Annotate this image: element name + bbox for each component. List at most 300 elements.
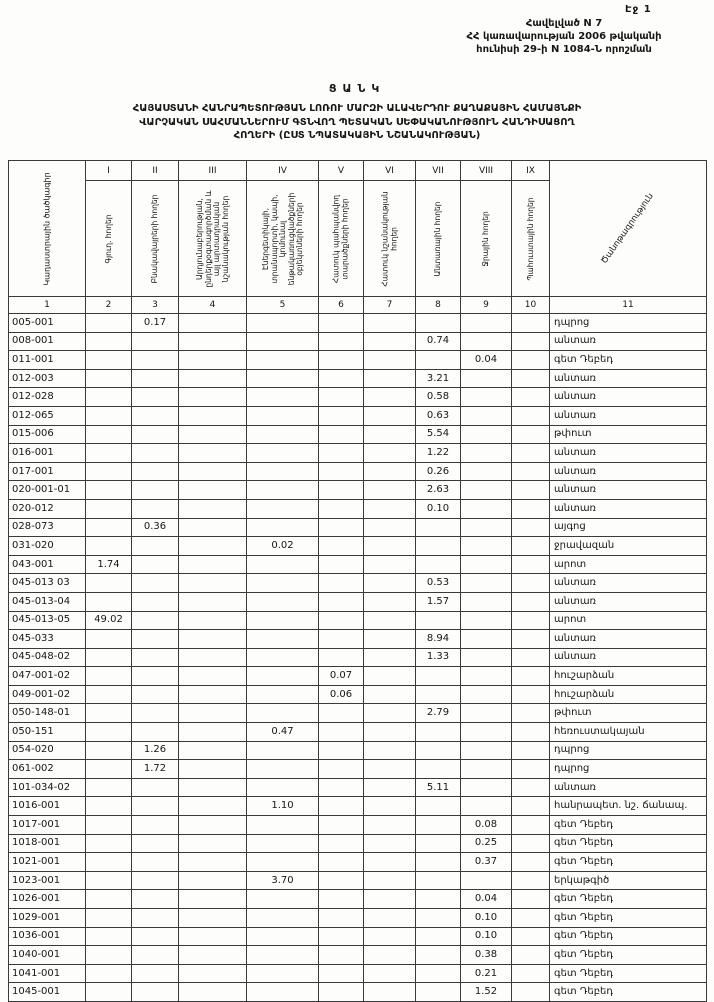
value-cell: 1.57 bbox=[416, 592, 461, 611]
value-cell bbox=[86, 964, 132, 983]
value-cell bbox=[364, 518, 416, 537]
value-cell bbox=[364, 704, 416, 723]
value-cell bbox=[179, 518, 247, 537]
value-cell bbox=[319, 648, 364, 667]
value-cell: 1.22 bbox=[416, 444, 461, 463]
cadastral-code-cell: 1026-001 bbox=[9, 890, 86, 909]
cadastral-code-cell: 050-151 bbox=[9, 723, 86, 742]
cadastral-code-cell: 050-148-01 bbox=[9, 704, 86, 723]
value-cell bbox=[512, 890, 550, 909]
value-cell bbox=[132, 778, 179, 797]
value-cell bbox=[461, 444, 512, 463]
cadastral-code-cell: 020-001-01 bbox=[9, 481, 86, 500]
appendix-block bbox=[420, 17, 708, 56]
value-cell bbox=[86, 369, 132, 388]
value-cell bbox=[132, 425, 179, 444]
value-cell bbox=[86, 592, 132, 611]
value-cell bbox=[179, 462, 247, 481]
value-cell bbox=[512, 723, 550, 742]
column-number: 7 bbox=[364, 297, 416, 314]
value-cell: 0.38 bbox=[461, 946, 512, 965]
value-cell bbox=[364, 406, 416, 425]
value-cell bbox=[247, 685, 319, 704]
value-cell bbox=[132, 909, 179, 928]
value-cell bbox=[132, 797, 179, 816]
cadastral-code-cell: 1036-001 bbox=[9, 927, 86, 946]
value-cell bbox=[319, 369, 364, 388]
value-cell bbox=[364, 871, 416, 890]
value-cell bbox=[416, 667, 461, 686]
value-cell bbox=[132, 723, 179, 742]
value-cell bbox=[512, 444, 550, 463]
roman-numeral: VII bbox=[416, 161, 461, 181]
title-line-2: ՎԱՐՉԱԿԱՆ ՍԱՀՄԱՆՆԵՐՈՒՄ ԳՏՆՎՈՂ ՊԵՏԱԿԱՆ ՍԵՓԱԿԱՆՈՒԹՅՈՒՆ ՀԱՆԴԻՍԱՑՈՂ bbox=[139, 116, 575, 128]
value-cell bbox=[179, 797, 247, 816]
value-cell: 0.10 bbox=[461, 909, 512, 928]
value-cell bbox=[512, 388, 550, 407]
value-cell: 1.26 bbox=[132, 741, 179, 760]
value-cell bbox=[132, 332, 179, 351]
value-cell bbox=[179, 481, 247, 500]
value-cell bbox=[247, 648, 319, 667]
value-cell bbox=[364, 630, 416, 649]
value-cell bbox=[86, 797, 132, 816]
value-cell bbox=[512, 425, 550, 444]
value-cell bbox=[364, 611, 416, 630]
value-cell bbox=[86, 685, 132, 704]
value-cell: 2.63 bbox=[416, 481, 461, 500]
table-row bbox=[9, 351, 707, 370]
value-cell bbox=[319, 388, 364, 407]
cadastral-code-cell: 1023-001 bbox=[9, 871, 86, 890]
value-cell bbox=[86, 667, 132, 686]
value-cell bbox=[364, 853, 416, 872]
value-cell bbox=[86, 723, 132, 742]
value-cell bbox=[86, 388, 132, 407]
table-row bbox=[9, 518, 707, 537]
table-row bbox=[9, 741, 707, 760]
table-row bbox=[9, 648, 707, 667]
value-cell bbox=[319, 332, 364, 351]
note-cell: գետ Դեբեդ bbox=[550, 834, 707, 853]
value-cell bbox=[319, 797, 364, 816]
note-cell: գետ Դեբեդ bbox=[550, 853, 707, 872]
table-row bbox=[9, 834, 707, 853]
value-cell bbox=[132, 648, 179, 667]
value-cell bbox=[86, 853, 132, 872]
value-cell bbox=[416, 351, 461, 370]
value-cell bbox=[179, 909, 247, 928]
value-cell bbox=[247, 574, 319, 593]
value-cell bbox=[86, 518, 132, 537]
value-cell bbox=[319, 909, 364, 928]
value-cell bbox=[132, 964, 179, 983]
note-cell: երկաթգիծ bbox=[550, 871, 707, 890]
value-cell bbox=[461, 518, 512, 537]
value-cell bbox=[319, 890, 364, 909]
value-cell bbox=[132, 388, 179, 407]
note-cell: անտառ bbox=[550, 592, 707, 611]
title-line-3: ՀՈՂԵՐԻ (ԸՍՏ ՆՊԱՏԱԿԱՅԻՆ ՆՇԱՆԱԿՈՒԹՅԱՆ) bbox=[233, 130, 481, 141]
value-cell bbox=[179, 630, 247, 649]
table-row bbox=[9, 499, 707, 518]
value-cell bbox=[461, 667, 512, 686]
roman-numeral: IX bbox=[512, 161, 550, 181]
value-cell bbox=[364, 667, 416, 686]
value-cell bbox=[364, 797, 416, 816]
value-cell bbox=[364, 816, 416, 835]
value-cell bbox=[86, 983, 132, 1002]
value-cell bbox=[86, 871, 132, 890]
value-cell bbox=[319, 425, 364, 444]
column-header bbox=[247, 181, 319, 297]
value-cell: 1.74 bbox=[86, 555, 132, 574]
cadastral-code-cell: 045-013 03 bbox=[9, 574, 86, 593]
value-cell bbox=[512, 871, 550, 890]
value-cell: 0.10 bbox=[416, 499, 461, 518]
column-header bbox=[179, 181, 247, 297]
value-cell bbox=[319, 723, 364, 742]
document-title bbox=[0, 102, 714, 143]
value-cell bbox=[461, 462, 512, 481]
value-cell bbox=[179, 964, 247, 983]
value-cell bbox=[132, 592, 179, 611]
note-cell: անտառ bbox=[550, 481, 707, 500]
value-cell bbox=[86, 946, 132, 965]
column-number: 3 bbox=[132, 297, 179, 314]
value-cell bbox=[319, 592, 364, 611]
note-cell: գետ Դեբեդ bbox=[550, 909, 707, 928]
value-cell bbox=[416, 964, 461, 983]
value-cell bbox=[247, 462, 319, 481]
value-cell bbox=[247, 630, 319, 649]
value-cell bbox=[416, 983, 461, 1002]
value-cell bbox=[364, 314, 416, 333]
appendix-line-1: Հավելված N 7 bbox=[525, 18, 603, 29]
value-cell bbox=[512, 611, 550, 630]
value-cell bbox=[247, 704, 319, 723]
value-cell: 0.26 bbox=[416, 462, 461, 481]
value-cell bbox=[247, 834, 319, 853]
value-cell bbox=[86, 406, 132, 425]
value-cell bbox=[364, 890, 416, 909]
value-cell bbox=[179, 778, 247, 797]
value-cell bbox=[512, 555, 550, 574]
note-cell: արոտ bbox=[550, 611, 707, 630]
cadastral-code-cell: 012-003 bbox=[9, 369, 86, 388]
table-row bbox=[9, 760, 707, 779]
value-cell bbox=[132, 890, 179, 909]
table-row bbox=[9, 871, 707, 890]
cadastral-code-cell: 1017-001 bbox=[9, 816, 86, 835]
note-cell: գետ Դեբեդ bbox=[550, 946, 707, 965]
value-cell bbox=[364, 723, 416, 742]
value-cell bbox=[364, 462, 416, 481]
note-cell: դպրոց bbox=[550, 741, 707, 760]
value-cell bbox=[512, 964, 550, 983]
table-row bbox=[9, 723, 707, 742]
column-header-label: Պահուստային հողեր bbox=[525, 196, 535, 281]
value-cell bbox=[461, 555, 512, 574]
value-cell bbox=[179, 574, 247, 593]
value-cell bbox=[319, 778, 364, 797]
value-cell bbox=[512, 518, 550, 537]
column-header-label: Կադաստրային ծածկագիր bbox=[42, 171, 52, 286]
value-cell bbox=[319, 927, 364, 946]
column-header-label: Գյուղ. հողեր bbox=[103, 214, 113, 263]
value-cell bbox=[512, 406, 550, 425]
column-header-label: Էներգետիկայի, տրանսպորտի, կապի, կոմունալ ենթակառուցվածքների օբյեկտների հողեր bbox=[260, 192, 304, 285]
value-cell: 3.21 bbox=[416, 369, 461, 388]
value-cell bbox=[364, 555, 416, 574]
value-cell bbox=[86, 778, 132, 797]
value-cell bbox=[512, 778, 550, 797]
value-cell bbox=[319, 351, 364, 370]
column-number: 4 bbox=[179, 297, 247, 314]
value-cell bbox=[247, 983, 319, 1002]
value-cell bbox=[86, 425, 132, 444]
value-cell bbox=[512, 853, 550, 872]
value-cell bbox=[179, 425, 247, 444]
value-cell bbox=[319, 853, 364, 872]
note-cell: այգոց bbox=[550, 518, 707, 537]
value-cell bbox=[319, 481, 364, 500]
value-cell bbox=[364, 332, 416, 351]
value-cell bbox=[416, 853, 461, 872]
value-cell bbox=[86, 462, 132, 481]
table-row bbox=[9, 388, 707, 407]
value-cell bbox=[132, 834, 179, 853]
value-cell bbox=[416, 834, 461, 853]
value-cell bbox=[247, 499, 319, 518]
value-cell bbox=[86, 760, 132, 779]
cadastral-code-cell: 101-034-02 bbox=[9, 778, 86, 797]
note-cell: գետ Դեբեդ bbox=[550, 983, 707, 1002]
value-cell bbox=[461, 499, 512, 518]
note-cell: ջրավազան bbox=[550, 537, 707, 556]
cadastral-code-cell: 012-028 bbox=[9, 388, 86, 407]
value-cell bbox=[86, 890, 132, 909]
column-number: 9 bbox=[461, 297, 512, 314]
roman-numeral: VI bbox=[364, 161, 416, 181]
value-cell bbox=[512, 834, 550, 853]
value-cell bbox=[461, 648, 512, 667]
cadastral-code-cell: 045-033 bbox=[9, 630, 86, 649]
value-cell: 0.74 bbox=[416, 332, 461, 351]
value-cell: 1.52 bbox=[461, 983, 512, 1002]
value-cell bbox=[364, 927, 416, 946]
cadastral-code-cell: 047-001-02 bbox=[9, 667, 86, 686]
value-cell bbox=[132, 351, 179, 370]
value-cell bbox=[179, 723, 247, 742]
value-cell bbox=[179, 444, 247, 463]
value-cell bbox=[132, 685, 179, 704]
value-cell bbox=[364, 946, 416, 965]
value-cell bbox=[132, 816, 179, 835]
value-cell bbox=[416, 611, 461, 630]
value-cell bbox=[416, 890, 461, 909]
note-cell: անտառ bbox=[550, 574, 707, 593]
value-cell bbox=[512, 760, 550, 779]
value-cell bbox=[364, 778, 416, 797]
value-cell bbox=[416, 946, 461, 965]
value-cell bbox=[364, 685, 416, 704]
value-cell bbox=[179, 871, 247, 890]
value-cell bbox=[247, 369, 319, 388]
value-cell bbox=[461, 630, 512, 649]
table-row bbox=[9, 630, 707, 649]
value-cell bbox=[247, 518, 319, 537]
value-cell bbox=[319, 834, 364, 853]
note-cell: անտառ bbox=[550, 630, 707, 649]
value-cell bbox=[364, 481, 416, 500]
table-row bbox=[9, 314, 707, 333]
value-cell bbox=[512, 983, 550, 1002]
column-header-note bbox=[550, 161, 707, 297]
roman-numeral: III bbox=[179, 161, 247, 181]
value-cell bbox=[247, 778, 319, 797]
cadastral-code-cell: 017-001 bbox=[9, 462, 86, 481]
table-row bbox=[9, 927, 707, 946]
cadastral-code-cell: 1029-001 bbox=[9, 909, 86, 928]
roman-numeral: I bbox=[86, 161, 132, 181]
value-cell bbox=[319, 574, 364, 593]
value-cell: 1.10 bbox=[247, 797, 319, 816]
value-cell bbox=[319, 462, 364, 481]
value-cell bbox=[512, 351, 550, 370]
value-cell bbox=[86, 741, 132, 760]
value-cell bbox=[319, 537, 364, 556]
value-cell bbox=[247, 853, 319, 872]
value-cell bbox=[247, 927, 319, 946]
value-cell bbox=[132, 983, 179, 1002]
column-number: 11 bbox=[550, 297, 707, 314]
value-cell bbox=[179, 834, 247, 853]
table-row bbox=[9, 537, 707, 556]
note-cell: անտառ bbox=[550, 778, 707, 797]
value-cell bbox=[86, 648, 132, 667]
note-cell: գետ Դեբեդ bbox=[550, 890, 707, 909]
value-cell bbox=[179, 704, 247, 723]
value-cell bbox=[461, 611, 512, 630]
column-header-label: Անտառային հողեր bbox=[432, 201, 442, 276]
column-header-label: Արդյունաբերության, ընդերքօգտագործման և այլ արտադրական նշանակության հողեր bbox=[194, 189, 229, 288]
value-cell bbox=[247, 890, 319, 909]
value-cell bbox=[416, 685, 461, 704]
value-cell bbox=[179, 351, 247, 370]
value-cell: 1.72 bbox=[132, 760, 179, 779]
value-cell bbox=[319, 314, 364, 333]
value-cell bbox=[86, 444, 132, 463]
column-header bbox=[416, 181, 461, 297]
value-cell bbox=[364, 444, 416, 463]
value-cell bbox=[247, 741, 319, 760]
value-cell bbox=[461, 425, 512, 444]
value-cell bbox=[461, 797, 512, 816]
cadastral-code-cell: 1040-001 bbox=[9, 946, 86, 965]
value-cell bbox=[364, 574, 416, 593]
value-cell bbox=[364, 537, 416, 556]
value-cell bbox=[461, 574, 512, 593]
value-cell: 0.02 bbox=[247, 537, 319, 556]
land-parcels-table bbox=[8, 160, 707, 1002]
value-cell bbox=[247, 406, 319, 425]
value-cell bbox=[461, 871, 512, 890]
value-cell bbox=[512, 574, 550, 593]
value-cell bbox=[86, 704, 132, 723]
value-cell bbox=[179, 946, 247, 965]
note-cell: գետ Դեբեդ bbox=[550, 964, 707, 983]
appendix-line-3: հունիսի 29-ի N 1084-Ն որոշման bbox=[476, 44, 652, 55]
column-number: 2 bbox=[86, 297, 132, 314]
value-cell bbox=[247, 351, 319, 370]
value-cell bbox=[319, 741, 364, 760]
value-cell bbox=[86, 481, 132, 500]
value-cell bbox=[512, 946, 550, 965]
value-cell bbox=[247, 816, 319, 835]
value-cell bbox=[247, 592, 319, 611]
value-cell bbox=[364, 425, 416, 444]
value-cell: 0.10 bbox=[461, 927, 512, 946]
value-cell bbox=[319, 760, 364, 779]
value-cell bbox=[179, 406, 247, 425]
value-cell bbox=[179, 592, 247, 611]
value-cell: 0.07 bbox=[319, 667, 364, 686]
value-cell bbox=[416, 741, 461, 760]
cadastral-code-cell: 1016-001 bbox=[9, 797, 86, 816]
value-cell bbox=[179, 648, 247, 667]
value-cell bbox=[86, 927, 132, 946]
value-cell bbox=[179, 388, 247, 407]
value-cell bbox=[86, 332, 132, 351]
value-cell bbox=[416, 314, 461, 333]
cadastral-code-cell: 054-020 bbox=[9, 741, 86, 760]
cadastral-code-cell: 043-001 bbox=[9, 555, 86, 574]
value-cell bbox=[179, 927, 247, 946]
value-cell bbox=[179, 760, 247, 779]
value-cell: 0.25 bbox=[461, 834, 512, 853]
column-number: 6 bbox=[319, 297, 364, 314]
column-number: 5 bbox=[247, 297, 319, 314]
value-cell bbox=[512, 704, 550, 723]
column-number: 10 bbox=[512, 297, 550, 314]
column-header-label: Բնակավայրերի հողեր bbox=[149, 194, 159, 283]
value-cell: 0.63 bbox=[416, 406, 461, 425]
value-cell bbox=[179, 555, 247, 574]
note-cell: անտառ bbox=[550, 462, 707, 481]
note-cell: անտառ bbox=[550, 444, 707, 463]
value-cell bbox=[132, 537, 179, 556]
value-cell bbox=[247, 964, 319, 983]
value-cell bbox=[512, 667, 550, 686]
value-cell: 49.02 bbox=[86, 611, 132, 630]
value-cell bbox=[179, 332, 247, 351]
table-row bbox=[9, 853, 707, 872]
roman-numeral: VIII bbox=[461, 161, 512, 181]
value-cell: 5.11 bbox=[416, 778, 461, 797]
value-cell bbox=[179, 741, 247, 760]
value-cell bbox=[86, 630, 132, 649]
value-cell bbox=[461, 592, 512, 611]
value-cell bbox=[461, 760, 512, 779]
table-row bbox=[9, 611, 707, 630]
value-cell bbox=[132, 853, 179, 872]
value-cell bbox=[461, 778, 512, 797]
note-cell: անտառ bbox=[550, 648, 707, 667]
note-cell: անտառ bbox=[550, 369, 707, 388]
value-cell bbox=[247, 946, 319, 965]
value-cell bbox=[86, 574, 132, 593]
